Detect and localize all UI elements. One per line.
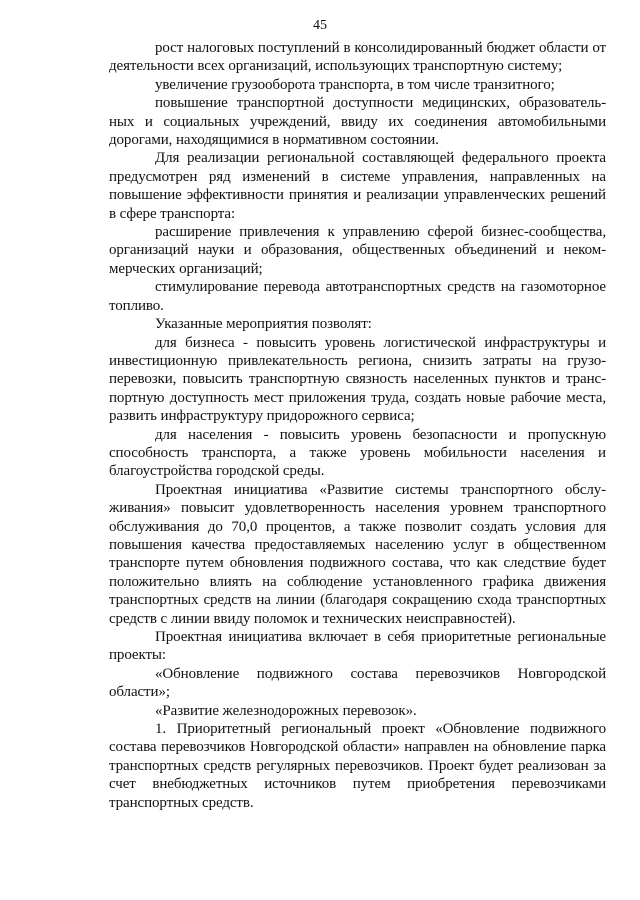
paragraph-tax-revenue: рост налоговых поступлений в консолидированный бюджет области от деятельности всех организаций, использующих транспортную систему; bbox=[109, 40, 606, 75]
paragraph-measures-intro: Указанные мероприятия позволят: bbox=[155, 316, 372, 333]
paragraph-for-business: для бизнеса - повысить уровень логистической инфраструктуры и инвестиционную привлекательность региона, снизить затраты на грузо-перевозки, повысить транспортную связность населенных пунктов и транс-портную доступность мест приложения труда, создать новые рабочие места, развить инфраструктуру придорожного сервиса; bbox=[109, 334, 606, 425]
paragraph-transport-accessibility: повышение транспортной доступности медицинских, образователь-ных и социальных учреждений, ввиду их соединения автомобильными дорогами, находящимися в нормативном состоянии. bbox=[109, 95, 606, 149]
paragraph-gas-fuel: стимулирование перевода автотранспортных средств на газомоторное топливо. bbox=[109, 279, 606, 314]
page-number: 45 bbox=[313, 18, 327, 33]
paragraph-project-railway: «Развитие железнодорожных перевозок». bbox=[155, 702, 417, 719]
paragraph-transport-service-initiative: Проектная инициатива «Развитие системы транспортного обслу-живания» повысит удовлетворенность населения уровнем транспортного обслуживания до 70,0 процентов, а также позволит создать условия для повышения качества предоставляемых населению услуг в общественном транспорте путем обновления подвижного состава, что как следствие будет положительно влиять на соблюдение установленного графика движения транспортных средств на линии (благодаря сокращению схода транспортных средств с линии ввиду поломок и технических неисправностей). bbox=[109, 481, 606, 627]
paragraph-project-rolling-stock: «Обновление подвижного состава перевозчиков Новгородской области»; bbox=[109, 665, 606, 701]
paragraph-freight-turnover: увеличение грузооборота транспорта, в том числе транзитного; bbox=[155, 76, 555, 93]
paragraph-for-population: для населения - повысить уровень безопасности и пропускную способность транспорта, а также уровень мобильности населения и благоустройства городской среды. bbox=[109, 426, 606, 480]
paragraph-project-one-description: 1. Приоритетный региональный проект «Обновление подвижного состава перевозчиков Новгородской области» направлен на обновление парка транспортных средств регулярных перевозчиков. Проект будет реализован за счет внебюджетных источников путем приобретения перевозчиками транспортных средств. bbox=[109, 721, 606, 811]
paragraph-management-changes: Для реализации региональной составляющей федерального проекта предусмотрен ряд изменений в системе управления, направленных на повышение эффективности принятия и реализации управленческих решений в сфере транспорта: bbox=[109, 150, 606, 222]
paragraph-priority-projects-intro: Проектная инициатива включает в себя приоритетные региональные проекты: bbox=[109, 629, 606, 664]
document-body bbox=[109, 39, 606, 812]
paragraph-business-involvement: расширение привлечения к управлению сферой бизнес-сообщества, организаций науки и образования, общественных объединений и неком-мерческих организаций; bbox=[109, 224, 606, 277]
